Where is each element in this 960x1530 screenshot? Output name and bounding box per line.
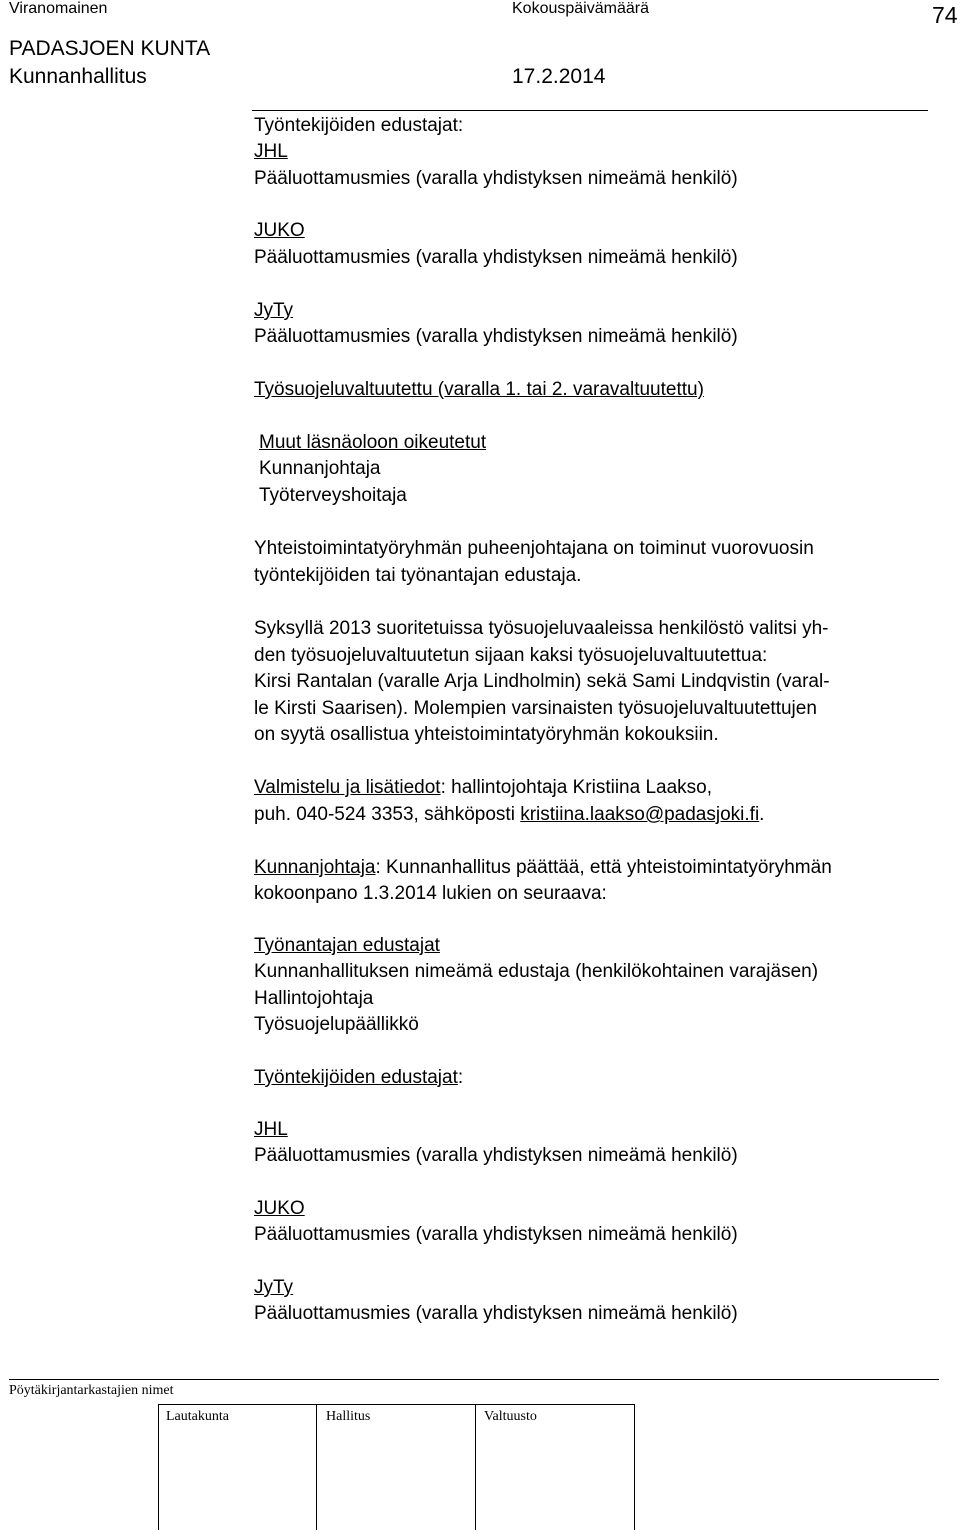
paragraph-line: Yhteistoimintatyöryhmän puheenjohtajana on toiminut vuorovuosin (254, 538, 814, 559)
page-number: 74 (932, 2, 958, 28)
employer-item: Työsuojelupäällikkö (254, 1014, 419, 1035)
group-name-jhl: JHL (254, 141, 288, 162)
proposal-line (254, 855, 832, 882)
footer-column-board: Lautakunta (166, 1409, 229, 1424)
footer-column-council: Valtuusto (484, 1409, 537, 1424)
paragraph-line: den työsuojeluvaltuutetun sijaan kaksi työsuojeluvaltuutettua: (254, 645, 768, 666)
preparation-line (254, 775, 712, 802)
footer-column-divider (634, 1404, 635, 1530)
employee-reps-heading: Työntekijöiden edustajat: (254, 115, 464, 136)
group-role: Pääluottamusmies (varalla yhdistyksen nimeämä henkilö) (254, 168, 738, 189)
footer-column-divider (316, 1404, 317, 1530)
organization-name: PADASJOEN KUNTA (9, 37, 211, 60)
employee-reps-heading-label: Työntekijöiden edustajat (254, 1067, 458, 1088)
others-heading: Muut läsnäoloon oikeutetut (259, 432, 487, 453)
footer-column-rule (158, 1404, 635, 1405)
safety-delegate: Työsuojeluvaltuutettu (varalla 1. tai 2. varavaltuutettu) (254, 379, 704, 400)
group-name-juko: JUKO (254, 1198, 305, 1219)
others-item: Kunnanjohtaja (259, 458, 381, 479)
body-name: Kunnanhallitus (9, 65, 147, 88)
meeting-date-label: Kokouspäivämäärä (512, 0, 649, 17)
meeting-date: 17.2.2014 (512, 65, 606, 88)
preparation-text: : hallintojohtaja Kristiina Laakso, (440, 777, 713, 798)
contact-prefix: puh. 040-524 3353, sähköposti (254, 804, 521, 825)
footer-column-divider (158, 1404, 159, 1530)
group-role: Pääluottamusmies (varalla yhdistyksen nimeämä henkilö) (254, 1303, 738, 1324)
reviewers-label: Pöytäkirjantarkastajien nimet (9, 1383, 174, 1398)
employer-item: Hallintojohtaja (254, 988, 374, 1009)
group-role: Pääluottamusmies (varalla yhdistyksen nimeämä henkilö) (254, 1224, 738, 1245)
group-name-jyty: JyTy (254, 1277, 294, 1298)
proposal-text: : Kunnanhallitus päättää, että yhteistoimintatyöryhmän (375, 857, 832, 878)
paragraph-line: on syytä osallistua yhteistoimintatyöryhmän kokouksiin. (254, 724, 719, 745)
proposal-label: Kunnanjohtaja (254, 857, 376, 878)
group-role: Pääluottamusmies (varalla yhdistyksen nimeämä henkilö) (254, 1145, 738, 1166)
paragraph-line: Kirsi Rantalan (varalle Arja Lindholmin) sekä Sami Lindqvistin (varal- (254, 671, 830, 692)
footer-divider (9, 1379, 939, 1380)
employee-reps-heading-2 (254, 1065, 463, 1092)
group-name-jhl: JHL (254, 1119, 288, 1140)
group-role: Pääluottamusmies (varalla yhdistyksen nimeämä henkilö) (254, 326, 738, 347)
employer-heading: Työnantajan edustajat (254, 935, 440, 956)
employer-item: Kunnanhallituksen nimeämä edustaja (henkilökohtainen varajäsen) (254, 961, 819, 982)
group-role: Pääluottamusmies (varalla yhdistyksen nimeämä henkilö) (254, 247, 738, 268)
contact-suffix: . (759, 804, 765, 825)
footer-column-government: Hallitus (326, 1409, 371, 1424)
group-name-jyty: JyTy (254, 300, 294, 321)
authority-label: Viranomainen (9, 0, 108, 17)
proposal-line-2: kokoonpano 1.3.2014 lukien on seuraava: (254, 883, 607, 904)
paragraph-line: Syksyllä 2013 suoritetuissa työsuojeluvaaleissa henkilöstö valitsi yh- (254, 618, 829, 639)
contact-line (254, 802, 764, 829)
header-divider (252, 110, 928, 111)
employee-reps-heading-colon: : (457, 1067, 464, 1088)
group-name-juko: JUKO (254, 220, 305, 241)
paragraph-line: työntekijöiden tai työnantajan edustaja. (254, 565, 582, 586)
footer-column-divider (475, 1404, 476, 1530)
email-link[interactable]: kristiina.laakso@padasjoki.fi (520, 804, 760, 825)
others-item: Työterveyshoitaja (259, 485, 407, 506)
paragraph-line: le Kirsti Saarisen). Molempien varsinaisten työsuojeluvaltuutettujen (254, 698, 817, 719)
preparation-label: Valmistelu ja lisätiedot (254, 777, 441, 798)
